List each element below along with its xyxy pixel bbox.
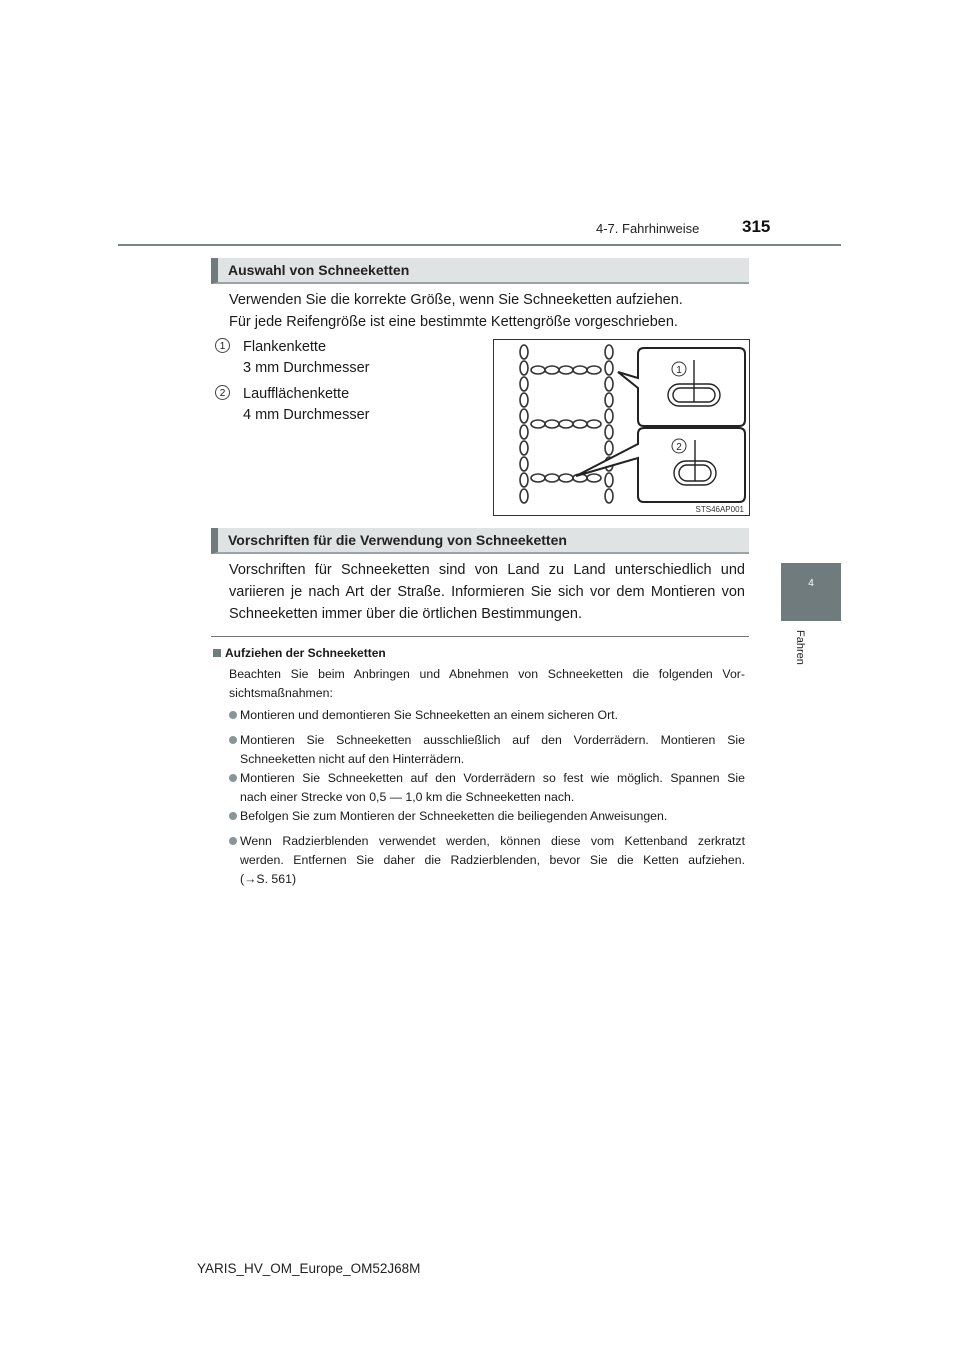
snow-chain-drawing [494, 340, 749, 515]
bullet-5-line3-page-reference: (→S. 561) [240, 872, 297, 886]
item-2-name: Laufflächenkette [243, 386, 350, 402]
section-heading: 4-7. Fahrhinweise [596, 221, 700, 236]
item-1-diameter: 3 mm Durchmesser [243, 360, 370, 376]
figure-code: STS46AP001 [695, 505, 744, 514]
bullet-2-line2: Schneeketten nicht auf den Hinterrädern. [240, 752, 465, 766]
item-2-diameter: 4 mm Durchmesser [243, 407, 370, 423]
section1-intro-line1: Verwenden Sie die korrekte Größe, wenn Sie Schneeketten aufziehen. [229, 292, 683, 308]
notes-rule [211, 636, 749, 637]
figure-callout-1: 1 [676, 365, 682, 376]
section2-line1: Vorschriften für Schneeketten sind von Land zu Land unterschiedlich und [229, 562, 745, 578]
callout-box-2 [576, 428, 745, 502]
bullet-5-line1: Wenn Radzierblenden verwendet werden, können diese vom Kettenband zerkratzt [240, 834, 745, 848]
callout-box-1 [618, 348, 745, 426]
notes-heading [213, 646, 386, 660]
snow-chain-illustration [493, 339, 750, 516]
chapter-tab-number: 4 [808, 578, 814, 589]
item-marker-1: 1 [215, 338, 230, 353]
header-rule [118, 244, 841, 246]
figure-callout-2: 2 [676, 442, 682, 453]
tread-chain-bottom-icon [531, 474, 601, 482]
bullet-4-line1: Befolgen Sie zum Montieren der Schneeketten die beiliegenden Anweisungen. [240, 809, 668, 823]
notes-intro-line2: sichtsmaßnahmen: [229, 686, 333, 700]
bullet-3-line2: nach einer Strecke von 0,5 — 1,0 km die Schneeketten nach. [240, 790, 575, 804]
section1-intro-line2: Für jede Reifengröße ist eine bestimmte Kettengröße vorgeschrieben. [229, 314, 678, 330]
bullet-icon [229, 812, 237, 820]
bullet-icon [229, 774, 237, 782]
item-marker-2: 2 [215, 385, 230, 400]
section-title-snow-chain-selection: Auswahl von Schneeketten [211, 258, 749, 284]
section2-line2: variieren je nach Art der Straße. Informieren Sie sich vor dem Montieren von [229, 584, 745, 600]
bullet-icon [229, 711, 237, 719]
bullet-icon [229, 736, 237, 744]
tread-chain-top-icon [531, 366, 601, 374]
section-title-snow-chain-regulations: Vorschriften für die Verwendung von Schneeketten [211, 528, 749, 554]
bullet-3-line1: Montieren Sie Schneeketten auf den Vorderrädern so fest wie möglich. Spannen Sie [240, 771, 745, 785]
item-1-name: Flankenkette [243, 339, 327, 355]
bullet-1-line1: Montieren und demontieren Sie Schneeketten an einem sicheren Ort. [240, 708, 619, 722]
bullet-5-line2: werden. Entfernen Sie daher die Radzierblenden, bevor Sie die Ketten aufziehen. [240, 853, 745, 867]
chapter-tab-label: Fahren [794, 630, 806, 665]
document-id: YARIS_HV_OM_Europe_OM52J68M [197, 1261, 421, 1276]
section2-line3: Schneeketten immer über die örtlichen Bestimmungen. [229, 606, 583, 622]
square-bullet-icon [213, 649, 221, 657]
notes-heading-text: Aufziehen der Schneeketten [225, 646, 386, 660]
notes-intro-line1: Beachten Sie beim Anbringen und Abnehmen von Schneeketten die folgenden Vor- [229, 667, 745, 681]
page-number: 315 [742, 217, 771, 236]
bullet-2-line1: Montieren Sie Schneeketten ausschließlich auf den Vorderrädern. Montieren Sie [240, 733, 745, 747]
bullet-icon [229, 837, 237, 845]
side-chain-right-icon [605, 345, 613, 503]
side-chain-left-icon [520, 345, 528, 503]
tread-chain-middle-icon [531, 420, 601, 428]
chapter-tab [781, 563, 841, 621]
